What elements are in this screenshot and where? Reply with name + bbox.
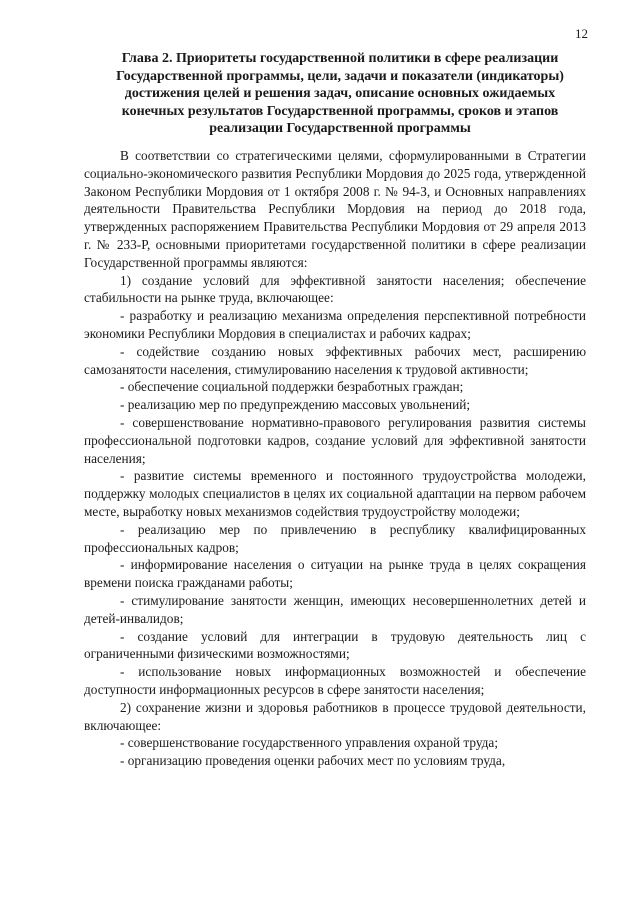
list-item: - стимулирование занятости женщин, имеющих несовершеннолетних детей и детей-инвалидов; bbox=[84, 592, 586, 626]
list-item: - совершенствование государственного управления охраной труда; bbox=[120, 735, 499, 751]
list-item: - реализацию мер по привлечению в республику квалифицированных профессиональных кадров; bbox=[84, 521, 586, 555]
list-item: - информирование населения о ситуации на рынке труда в целях сокращения времени поиска гражданами работы; bbox=[84, 557, 586, 591]
chapter-heading: Глава 2. Приоритеты государственной политики в сфере реализации Государственной программы, цели, задачи и показатели (индикаторы) достижения целей и решения задач, описание основных ожидаемых конечных результатов Государственной программы, сроков и этапов реализации Государственной программы bbox=[116, 51, 564, 137]
intro-paragraph: В соответствии со стратегическими целями, сформулированными в Стратегии социально-экономического развития Республики Мордовия до 2025 года, утвержденной Законом Республики Мордовия от 1 октября 2008 г. № 94-З, и Основных направлениях деятельности Правительства Республики Мордовия на период до 2018 года, утвержденных распоряжением Правительства Республики Мордовия от 29 апреля 2013 г. № 233-Р, основными приоритетами государственной политики в сфере реализации Государственной программы являются: bbox=[84, 148, 586, 270]
page-number: 12 bbox=[575, 26, 588, 41]
list-item: - создание условий для интеграции в трудовую деятельность лиц с ограниченными физическими возможностями; bbox=[84, 628, 586, 662]
list-item: - разработку и реализацию механизма определения перспективной потребности экономики Республики Мордовия в специалистах и рабочих кадрах; bbox=[84, 308, 586, 341]
priority-item-1: 1) создание условий для эффективной занятости населения; обеспечение стабильности на рынке труда, включающее: bbox=[84, 272, 586, 306]
list-item: - обеспечение социальной поддержки безработных граждан; bbox=[120, 379, 464, 395]
list-item: - реализацию мер по предупреждению массовых увольнений; bbox=[120, 397, 471, 413]
list-item: - совершенствование нормативно-правового регулирования развития системы профессиональной подготовки кадров, создание условий для эффективной занятости населения; bbox=[84, 414, 586, 466]
list-item: - развитие системы временного и постоянного трудоустройства молодежи, поддержку молодых специалистов в целях их социальной адаптации на первом рабочем месте, выработку новых механизмов содействия трудоустройству молодежи; bbox=[84, 468, 586, 519]
list-item: - организацию проведения оценки рабочих мест по условиям труда, bbox=[120, 753, 506, 769]
priority-item-2: 2) сохранение жизни и здоровья работников в процессе трудовой деятельности, включающее: bbox=[84, 699, 586, 733]
list-item: - содействие созданию новых эффективных рабочих мест, расширению самозанятости населения, стимулированию населения к трудовой активности; bbox=[84, 343, 586, 377]
document-body bbox=[84, 147, 586, 770]
list-item: - использование новых информационных возможностей и обеспечение доступности информационных ресурсов в сфере занятости населения; bbox=[84, 664, 586, 697]
